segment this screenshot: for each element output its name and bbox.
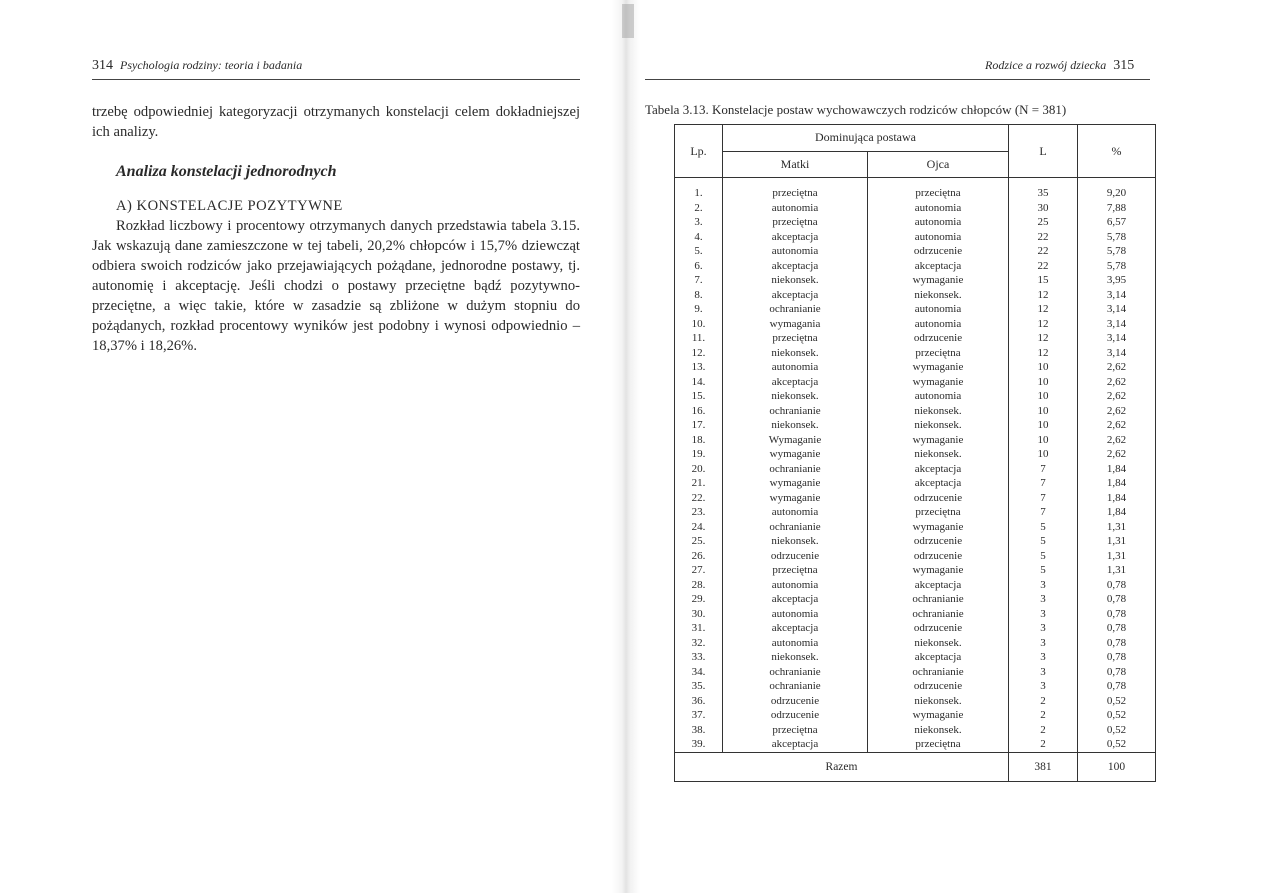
row-percent: 0,78 [1078,621,1156,636]
father-posture: niekonsek. [868,447,1009,462]
table-row [675,360,1156,375]
father-posture: niekonsek. [868,636,1009,651]
row-percent: 2,62 [1078,418,1156,433]
row-count: 3 [1009,621,1078,636]
row-number: 28. [675,578,723,593]
father-posture: autonomia [868,230,1009,245]
row-percent: 1,31 [1078,520,1156,535]
row-count: 2 [1009,708,1078,723]
spine-mark [622,4,634,38]
table-body [675,186,1156,752]
row-number: 23. [675,505,723,520]
row-count: 5 [1009,549,1078,564]
mother-posture: odrzucenie [723,549,868,564]
left-page-number: 314 [92,58,113,73]
book-spine-shadow [612,0,640,893]
row-count: 5 [1009,534,1078,549]
row-percent: 1,84 [1078,476,1156,491]
row-count: 3 [1009,679,1078,694]
section-heading: Analiza konstelacji jednorodnych [116,163,337,180]
row-number: 17. [675,418,723,433]
row-count: 10 [1009,360,1078,375]
row-percent: 2,62 [1078,447,1156,462]
mother-posture: niekonsek. [723,534,868,549]
row-number: 9. [675,302,723,317]
row-count: 3 [1009,650,1078,665]
row-number: 35. [675,679,723,694]
continuation-text: trzebę odpowiedniej kategoryzacji otrzymanych konstelacji celem dokładniejszej ich analizy. [92,104,580,140]
father-posture: akceptacja [868,462,1009,477]
row-percent: 1,84 [1078,505,1156,520]
row-percent: 3,14 [1078,331,1156,346]
table-row [675,636,1156,651]
table-row [675,708,1156,723]
father-posture: wymaganie [868,563,1009,578]
row-count: 12 [1009,288,1078,303]
header-lp: Lp. [675,125,723,178]
table-row [675,302,1156,317]
table-row [675,665,1156,680]
father-posture: akceptacja [868,650,1009,665]
table-row [675,650,1156,665]
mother-posture: przeciętna [723,563,868,578]
row-number: 32. [675,636,723,651]
father-posture: akceptacja [868,476,1009,491]
mother-posture: autonomia [723,636,868,651]
mother-posture: niekonsek. [723,389,868,404]
table-row [675,331,1156,346]
row-percent: 2,62 [1078,389,1156,404]
mother-posture: niekonsek. [723,273,868,288]
father-posture: niekonsek. [868,418,1009,433]
table-row [675,505,1156,520]
father-posture: przeciętna [868,186,1009,201]
row-percent: 6,57 [1078,215,1156,230]
row-percent: 2,62 [1078,375,1156,390]
mother-posture: wymaganie [723,476,868,491]
total-row [675,752,1156,781]
row-percent: 3,14 [1078,288,1156,303]
table-row [675,389,1156,404]
table-row [675,520,1156,535]
row-number: 6. [675,259,723,274]
row-number: 31. [675,621,723,636]
left-body-text [92,102,580,356]
row-count: 2 [1009,723,1078,738]
row-number: 2. [675,201,723,216]
row-percent: 2,62 [1078,404,1156,419]
row-percent: 2,62 [1078,360,1156,375]
father-posture: akceptacja [868,578,1009,593]
row-number: 12. [675,346,723,361]
table-row [675,288,1156,303]
row-count: 15 [1009,273,1078,288]
table-row [675,273,1156,288]
table-row [675,737,1156,752]
row-count: 12 [1009,346,1078,361]
row-percent: 3,14 [1078,346,1156,361]
table-row [675,578,1156,593]
row-count: 5 [1009,563,1078,578]
father-posture: przeciętna [868,505,1009,520]
father-posture: wymaganie [868,375,1009,390]
father-posture: autonomia [868,317,1009,332]
row-percent: 0,78 [1078,607,1156,622]
row-percent: 0,52 [1078,694,1156,709]
row-percent: 0,78 [1078,679,1156,694]
father-posture: autonomia [868,302,1009,317]
father-posture: niekonsek. [868,723,1009,738]
father-posture: wymaganie [868,273,1009,288]
header-father: Ojca [868,151,1009,178]
right-header [985,58,1134,74]
row-number: 19. [675,447,723,462]
header-percent: % [1078,125,1156,178]
row-count: 10 [1009,404,1078,419]
right-page-number: 315 [1113,58,1135,73]
mother-posture: ochranianie [723,679,868,694]
table-row [675,259,1156,274]
row-number: 36. [675,694,723,709]
table-row [675,694,1156,709]
row-percent: 0,78 [1078,650,1156,665]
table-row [675,563,1156,578]
total-percent: 100 [1078,752,1156,781]
row-count: 12 [1009,331,1078,346]
row-percent: 7,88 [1078,201,1156,216]
total-label: Razem [675,752,1009,781]
row-count: 3 [1009,592,1078,607]
header-l: L [1009,125,1078,178]
father-posture: ochranianie [868,665,1009,680]
row-percent: 0,78 [1078,578,1156,593]
header-mother: Matki [723,151,868,178]
row-number: 24. [675,520,723,535]
row-count: 5 [1009,520,1078,535]
table-row [675,244,1156,259]
left-header [92,58,302,74]
mother-posture: ochranianie [723,462,868,477]
mother-posture: niekonsek. [723,418,868,433]
father-posture: odrzucenie [868,491,1009,506]
row-number: 21. [675,476,723,491]
mother-posture: autonomia [723,244,868,259]
row-count: 10 [1009,375,1078,390]
row-count: 3 [1009,607,1078,622]
table-row [675,346,1156,361]
row-count: 25 [1009,215,1078,230]
mother-posture: wymagania [723,317,868,332]
table-row [675,433,1156,448]
mother-posture: akceptacja [723,592,868,607]
father-posture: wymaganie [868,433,1009,448]
table-row [675,723,1156,738]
row-number: 22. [675,491,723,506]
row-percent: 1,84 [1078,491,1156,506]
row-count: 10 [1009,389,1078,404]
row-number: 13. [675,360,723,375]
father-posture: autonomia [868,389,1009,404]
row-percent: 1,84 [1078,462,1156,477]
table-row [675,592,1156,607]
father-posture: przeciętna [868,737,1009,752]
row-percent: 2,62 [1078,433,1156,448]
row-count: 35 [1009,186,1078,201]
row-percent: 3,95 [1078,273,1156,288]
row-number: 4. [675,230,723,245]
table-row [675,607,1156,622]
row-number: 1. [675,186,723,201]
mother-posture: akceptacja [723,737,868,752]
row-percent: 0,78 [1078,636,1156,651]
mother-posture: akceptacja [723,259,868,274]
mother-posture: ochranianie [723,665,868,680]
mother-posture: autonomia [723,505,868,520]
row-number: 27. [675,563,723,578]
row-percent: 0,52 [1078,723,1156,738]
table-row [675,679,1156,694]
mother-posture: niekonsek. [723,346,868,361]
subsection-heading: A) KONSTELACJE POZYTYWNE [116,198,343,214]
mother-posture: przeciętna [723,186,868,201]
mother-posture: odrzucenie [723,708,868,723]
father-posture: niekonsek. [868,404,1009,419]
row-number: 10. [675,317,723,332]
table-row [675,447,1156,462]
father-posture: odrzucenie [868,679,1009,694]
father-posture: wymaganie [868,520,1009,535]
table-row [675,186,1156,201]
father-posture: wymaganie [868,708,1009,723]
row-number: 3. [675,215,723,230]
row-count: 7 [1009,476,1078,491]
left-header-rule [92,79,580,80]
row-count: 2 [1009,694,1078,709]
mother-posture: akceptacja [723,375,868,390]
row-number: 30. [675,607,723,622]
row-percent: 5,78 [1078,230,1156,245]
row-number: 18. [675,433,723,448]
row-percent: 0,52 [1078,708,1156,723]
father-posture: odrzucenie [868,331,1009,346]
table-row [675,317,1156,332]
table-row [675,491,1156,506]
row-count: 10 [1009,418,1078,433]
mother-posture: przeciętna [723,331,868,346]
father-posture: ochranianie [868,607,1009,622]
table-row [675,534,1156,549]
row-number: 16. [675,404,723,419]
row-percent: 5,78 [1078,259,1156,274]
row-number: 33. [675,650,723,665]
row-count: 10 [1009,447,1078,462]
postures-table [674,124,1156,782]
table-row [675,549,1156,564]
row-count: 2 [1009,737,1078,752]
mother-posture: odrzucenie [723,694,868,709]
father-posture: odrzucenie [868,549,1009,564]
row-count: 12 [1009,317,1078,332]
table-row [675,418,1156,433]
row-percent: 9,20 [1078,186,1156,201]
father-posture: niekonsek. [868,694,1009,709]
row-count: 3 [1009,665,1078,680]
table-row [675,404,1156,419]
table-row [675,621,1156,636]
row-count: 7 [1009,491,1078,506]
row-percent: 1,31 [1078,534,1156,549]
table-row [675,375,1156,390]
mother-posture: ochranianie [723,520,868,535]
row-number: 15. [675,389,723,404]
mother-posture: Wymaganie [723,433,868,448]
row-count: 12 [1009,302,1078,317]
table-caption: Tabela 3.13. Konstelacje postaw wychowawczych rodziców chłopców (N = 381) [645,102,1067,117]
father-posture: autonomia [868,201,1009,216]
row-percent: 0,52 [1078,737,1156,752]
row-number: 20. [675,462,723,477]
row-count: 22 [1009,244,1078,259]
left-running-title: Psychologia rodziny: teoria i badania [120,58,303,72]
mother-posture: autonomia [723,578,868,593]
father-posture: odrzucenie [868,244,1009,259]
row-count: 3 [1009,578,1078,593]
row-percent: 1,31 [1078,563,1156,578]
father-posture: wymaganie [868,360,1009,375]
row-count: 22 [1009,230,1078,245]
mother-posture: ochranianie [723,302,868,317]
row-count: 10 [1009,433,1078,448]
total-l: 381 [1009,752,1078,781]
mother-posture: akceptacja [723,288,868,303]
table-row [675,215,1156,230]
row-number: 7. [675,273,723,288]
mother-posture: akceptacja [723,230,868,245]
row-percent: 3,14 [1078,317,1156,332]
row-number: 38. [675,723,723,738]
father-posture: odrzucenie [868,534,1009,549]
row-percent: 3,14 [1078,302,1156,317]
mother-posture: akceptacja [723,621,868,636]
row-number: 34. [675,665,723,680]
row-percent: 5,78 [1078,244,1156,259]
header-dominant-posture: Dominująca postawa [723,125,1009,152]
row-number: 29. [675,592,723,607]
row-number: 11. [675,331,723,346]
mother-posture: niekonsek. [723,650,868,665]
mother-posture: autonomia [723,360,868,375]
row-count: 22 [1009,259,1078,274]
right-running-title: Rodzice a rozwój dziecka [985,58,1107,72]
mother-posture: przeciętna [723,215,868,230]
mother-posture: wymaganie [723,491,868,506]
mother-posture: przeciętna [723,723,868,738]
row-percent: 1,31 [1078,549,1156,564]
row-number: 39. [675,737,723,752]
row-count: 7 [1009,462,1078,477]
row-number: 26. [675,549,723,564]
body-paragraph: Rozkład liczbowy i procentowy otrzymanych danych przedstawia tabela 3.15. Jak wskazują dane zamieszczone w tej tabeli, 20,2% chłopców i 15,7% dziewcząt odbiera swoich rodziców jako przejawiających pożądane, jednorodne postawy, tj. autonomię i akceptację. Jeśli chodzi o postawy przeciętne bądź pozytywno-przeciętne, a więc takie, które w zasadzie są zbliżone w dużym stopniu do pożądanych, rozkład procentowy wyników jest podobny i wynosi odpowiednio – 18,37% i 18,26%. [92,218,580,354]
mother-posture: ochranianie [723,404,868,419]
row-number: 37. [675,708,723,723]
father-posture: akceptacja [868,259,1009,274]
row-number: 25. [675,534,723,549]
father-posture: odrzucenie [868,621,1009,636]
mother-posture: autonomia [723,201,868,216]
row-count: 7 [1009,505,1078,520]
father-posture: niekonsek. [868,288,1009,303]
mother-posture: wymaganie [723,447,868,462]
table-row [675,476,1156,491]
table-row [675,230,1156,245]
row-number: 8. [675,288,723,303]
row-percent: 0,78 [1078,665,1156,680]
father-posture: ochranianie [868,592,1009,607]
row-number: 14. [675,375,723,390]
mother-posture: autonomia [723,607,868,622]
father-posture: przeciętna [868,346,1009,361]
table-row [675,201,1156,216]
right-header-rule [645,79,1150,80]
row-number: 5. [675,244,723,259]
father-posture: autonomia [868,215,1009,230]
row-count: 3 [1009,636,1078,651]
table-row [675,462,1156,477]
row-percent: 0,78 [1078,592,1156,607]
row-count: 30 [1009,201,1078,216]
